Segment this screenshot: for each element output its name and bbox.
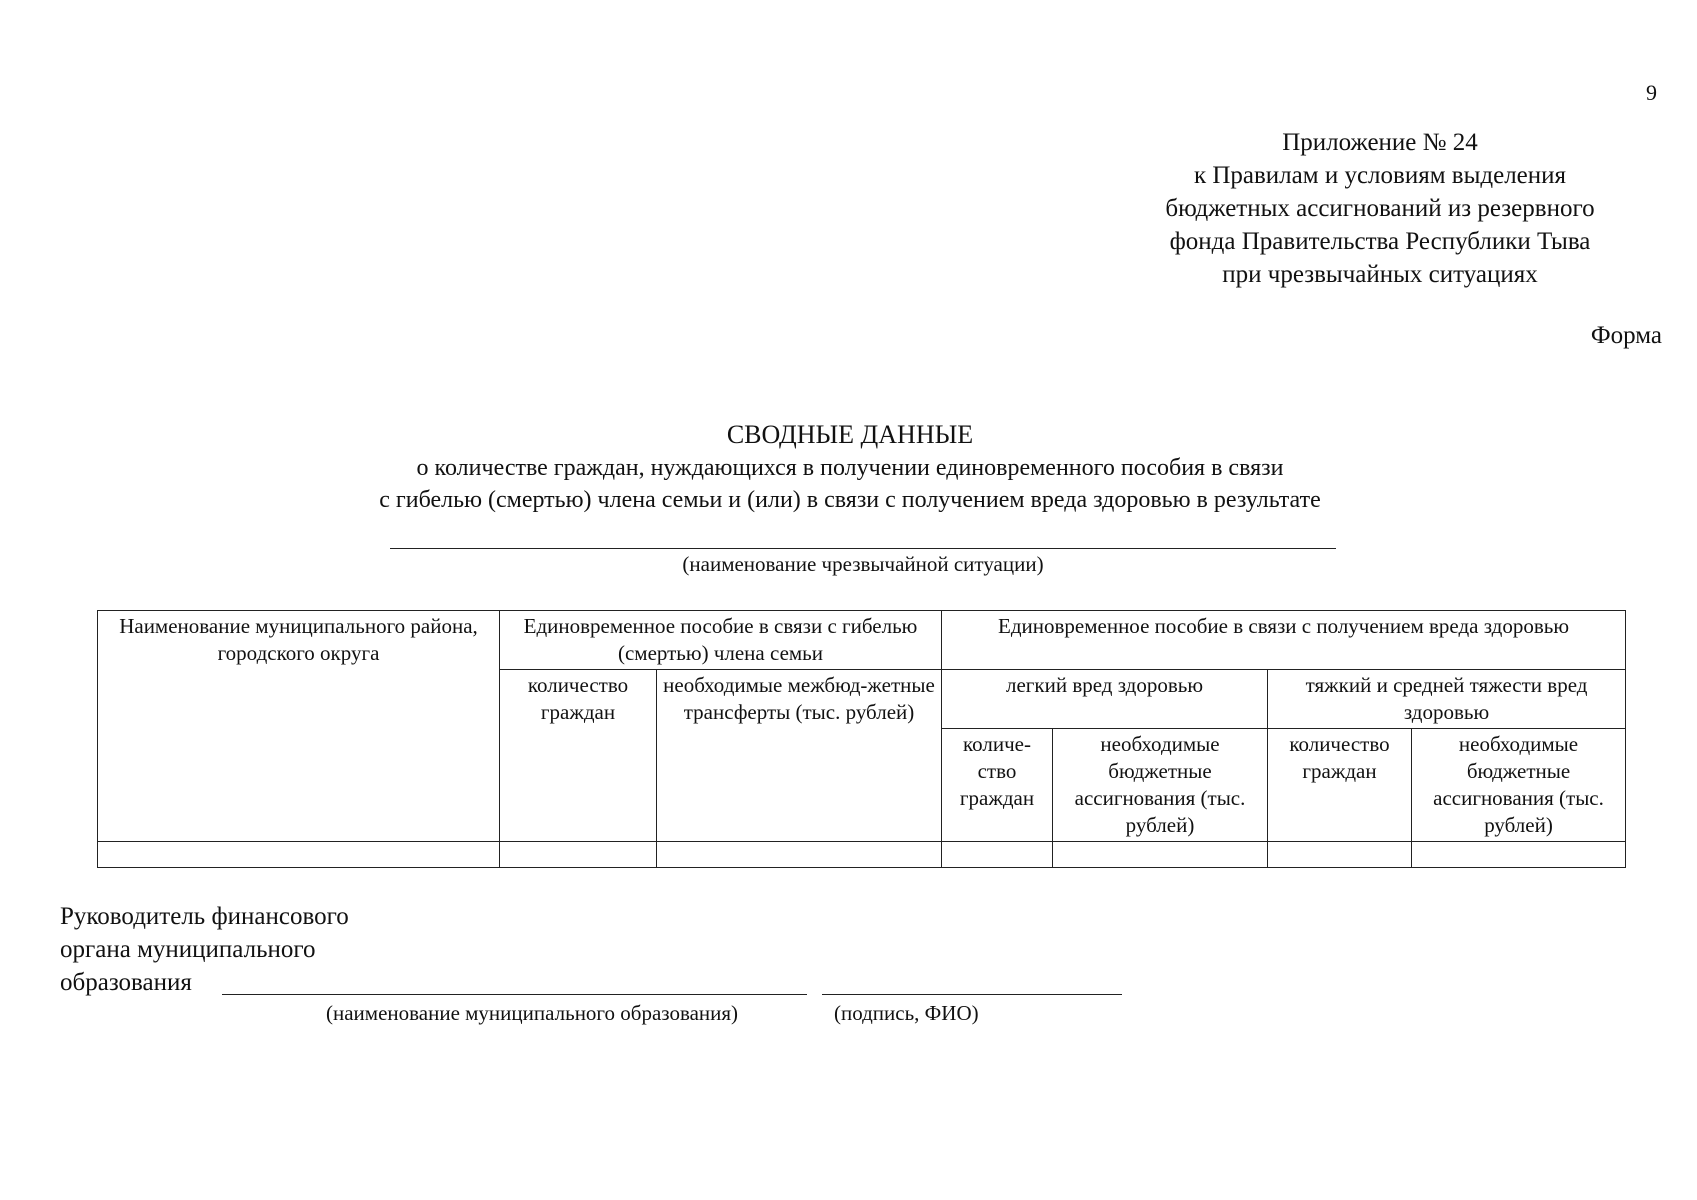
header-light-budget: необходимые бюджетные ассигнования (тыс. рублей) <box>1053 729 1268 842</box>
table-row <box>98 842 1626 868</box>
header-death-transfers: необходимые межбюд-жетные трансферты (тыс. рублей) <box>657 670 942 842</box>
header-municipality: Наименование муниципального района, городского округа <box>98 611 500 842</box>
header-death-group: Единовременное пособие в связи с гибелью (смертью) члена семьи <box>500 611 942 670</box>
signature-blank[interactable] <box>822 994 1122 995</box>
appendix-header <box>1120 126 1640 291</box>
page-number: 9 <box>1646 80 1657 105</box>
title-line-1: о количестве граждан, нуждающихся в получении единовременного пособия в связи <box>416 455 1284 481</box>
title-line-2: с гибелью (смертью) члена семьи и (или) в связи с получением вреда здоровью в результате <box>379 487 1321 513</box>
appendix-line: при чрезвычайных ситуациях <box>1222 261 1538 288</box>
municipality-name-blank[interactable] <box>222 994 807 995</box>
title-main: СВОДНЫЕ ДАННЫЕ <box>726 420 974 449</box>
signature-block <box>60 900 349 999</box>
appendix-line: Приложение № 24 <box>1282 129 1478 156</box>
header-severe-harm: тяжкий и средней тяжести вред здоровью <box>1268 670 1626 729</box>
cell-light-budget[interactable] <box>1053 842 1268 868</box>
header-light-count: количе-ство граждан <box>942 729 1053 842</box>
table-header-row <box>98 611 1626 670</box>
header-death-count: количество граждан <box>500 670 657 842</box>
header-light-harm: легкий вред здоровью <box>942 670 1268 729</box>
cell-severe-count[interactable] <box>1268 842 1412 868</box>
municipality-name-caption: (наименование муниципального образования) <box>326 1001 739 1025</box>
cell-death-count[interactable] <box>500 842 657 868</box>
cell-light-count[interactable] <box>942 842 1053 868</box>
signature-caption: (подпись, ФИО) <box>834 1001 979 1025</box>
cell-severe-budget[interactable] <box>1412 842 1626 868</box>
appendix-line: к Правилам и условиям выделения <box>1193 162 1567 189</box>
header-health-group: Единовременное пособие в связи с получением вреда здоровью <box>942 611 1626 670</box>
header-severe-budget: необходимые бюджетные ассигнования (тыс. рублей) <box>1412 729 1626 842</box>
signature-line-1: Руководитель финансового <box>60 903 349 930</box>
cell-death-transfers[interactable] <box>657 842 942 868</box>
cell-municipality[interactable] <box>98 842 500 868</box>
appendix-line: фонда Правительства Республики Тыва <box>1169 228 1591 255</box>
emergency-name-caption: (наименование чрезвычайной ситуации) <box>682 552 1044 576</box>
header-severe-count: количество граждан <box>1268 729 1412 842</box>
appendix-line: бюджетных ассигнований из резервного <box>1165 195 1595 222</box>
summary-table <box>97 610 1626 868</box>
emergency-name-blank[interactable] <box>390 548 1336 549</box>
signature-line-2: органа муниципального <box>60 936 316 963</box>
signature-line-3: образования <box>60 969 192 996</box>
form-label: Форма <box>1590 322 1662 349</box>
document-title <box>240 418 1460 516</box>
